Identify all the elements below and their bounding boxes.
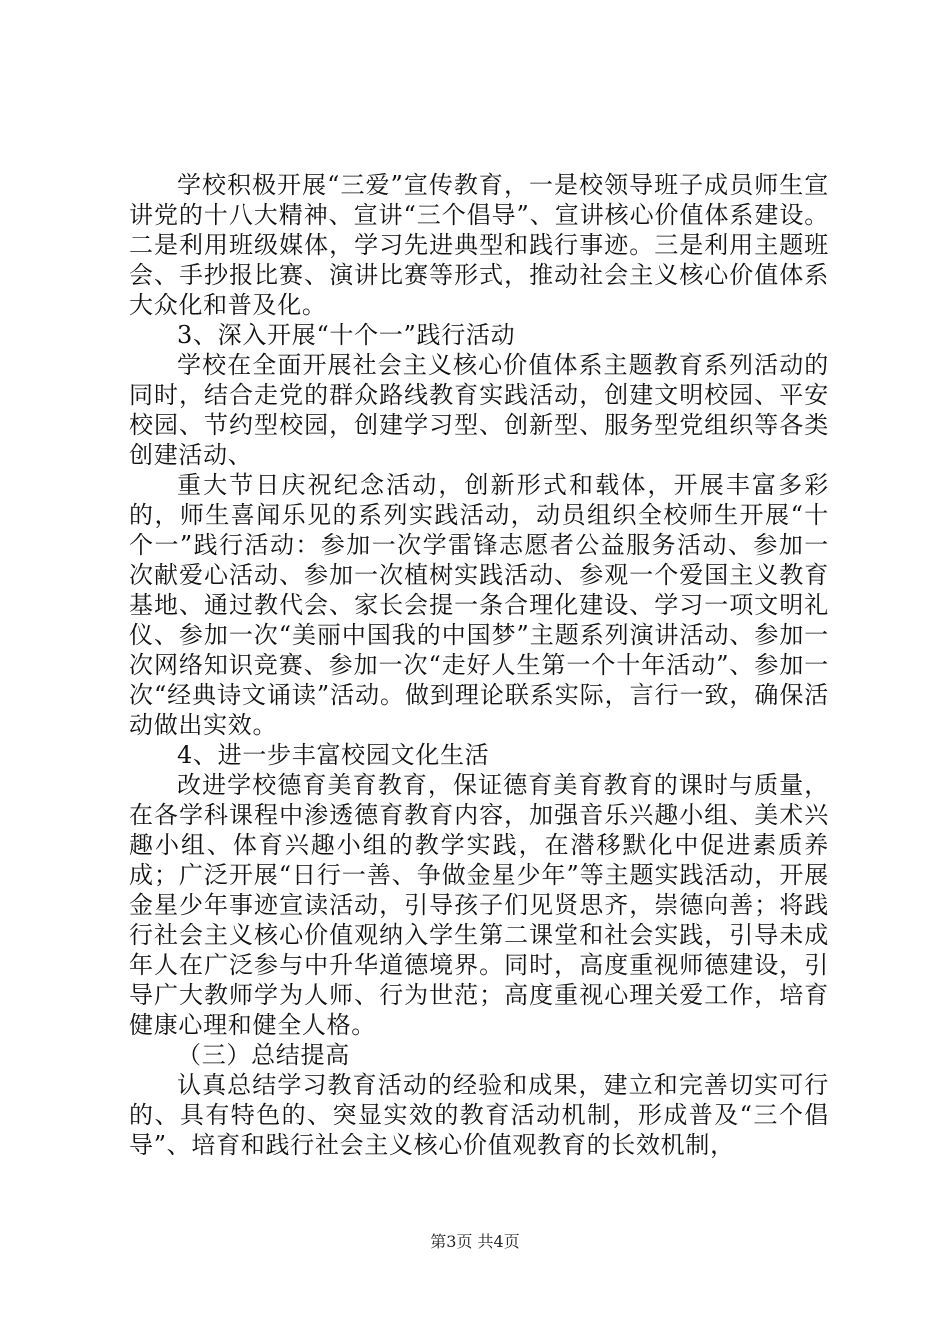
page-footer: 第3页 共4页 bbox=[430, 1232, 520, 1251]
document-body bbox=[129, 170, 829, 1160]
paragraph-summary-mechanism: 认真总结学习教育活动的经验和成果，建立和完善切实可行的、具有特色的、突显实效的教育活动机制，形成普及“三个倡导”、培育和践行社会主义核心价值观教育的长效机制， bbox=[129, 1071, 829, 1159]
heading-campus-culture: 4、进一步丰富校园文化生活 bbox=[177, 741, 490, 769]
paragraph-moral-aesthetic-education: 改进学校德育美育教育，保证德育美育教育的课时与质量，在各学科课程中渗透德育教育内容，加强音乐兴趣小组、美术兴趣小组、体育兴趣小组的教学实践，在潜移默化中促进素质养成；广泛开展“日行一善、争做金星少年”等主题实践活动，开展金星少年事迹宣读活动，引导孩子们见贤思齐，崇德向善；将践行社会主义核心价值观纳入学生第二课堂和社会实践，引导未成年人在广泛参与中升华道德境界。同时，高度重视师德建设，引导广大教师学为人师、行为世范；高度重视心理关爱工作，培育健康心理和健全人格。 bbox=[129, 771, 829, 1039]
paragraph-festival-activities: 重大节日庆祝纪念活动，创新形式和载体，开展丰富多彩的，师生喜闻乐见的系列实践活动，动员组织全校师生开展“十个一”践行活动：参加一次学雷锋志愿者公益服务活动、参加一次献爱心活动、参加一次植树实践活动、参观一个爱国主义教育基地、通过教代会、家长会提一条合理化建设、学习一项文明礼仪、参加一次“美丽中国我的中国梦”主题系列演讲活动、参加一次网络知识竞赛、参加一次“走好人生第一个十年活动”、参加一次“经典诗文诵读”活动。做到理论联系实际，言行一致，确保活动做出实效。 bbox=[129, 471, 829, 739]
heading-ten-ones-activity: 3、深入开展“十个一”践行活动 bbox=[177, 321, 516, 349]
heading-summary: （三）总结提高 bbox=[177, 1041, 350, 1069]
paragraph-san-ai-publicity: 学校积极开展“三爱”宣传教育，一是校领导班子成员师生宣讲党的十八大精神、宣讲“三个倡导”、宣讲核心价值体系建设。二是利用班级媒体，学习先进典型和践行事迹。三是利用主题班会、手抄报比赛、演讲比赛等形式，推动社会主义核心价值体系大众化和普及化。 bbox=[129, 171, 829, 319]
paragraph-theme-education: 学校在全面开展社会主义核心价值体系主题教育系列活动的同时，结合走党的群众路线教育实践活动，创建文明校园、平安校园、节约型校园，创建学习型、创新型、服务型党组织等各类创建活动、 bbox=[129, 351, 829, 469]
